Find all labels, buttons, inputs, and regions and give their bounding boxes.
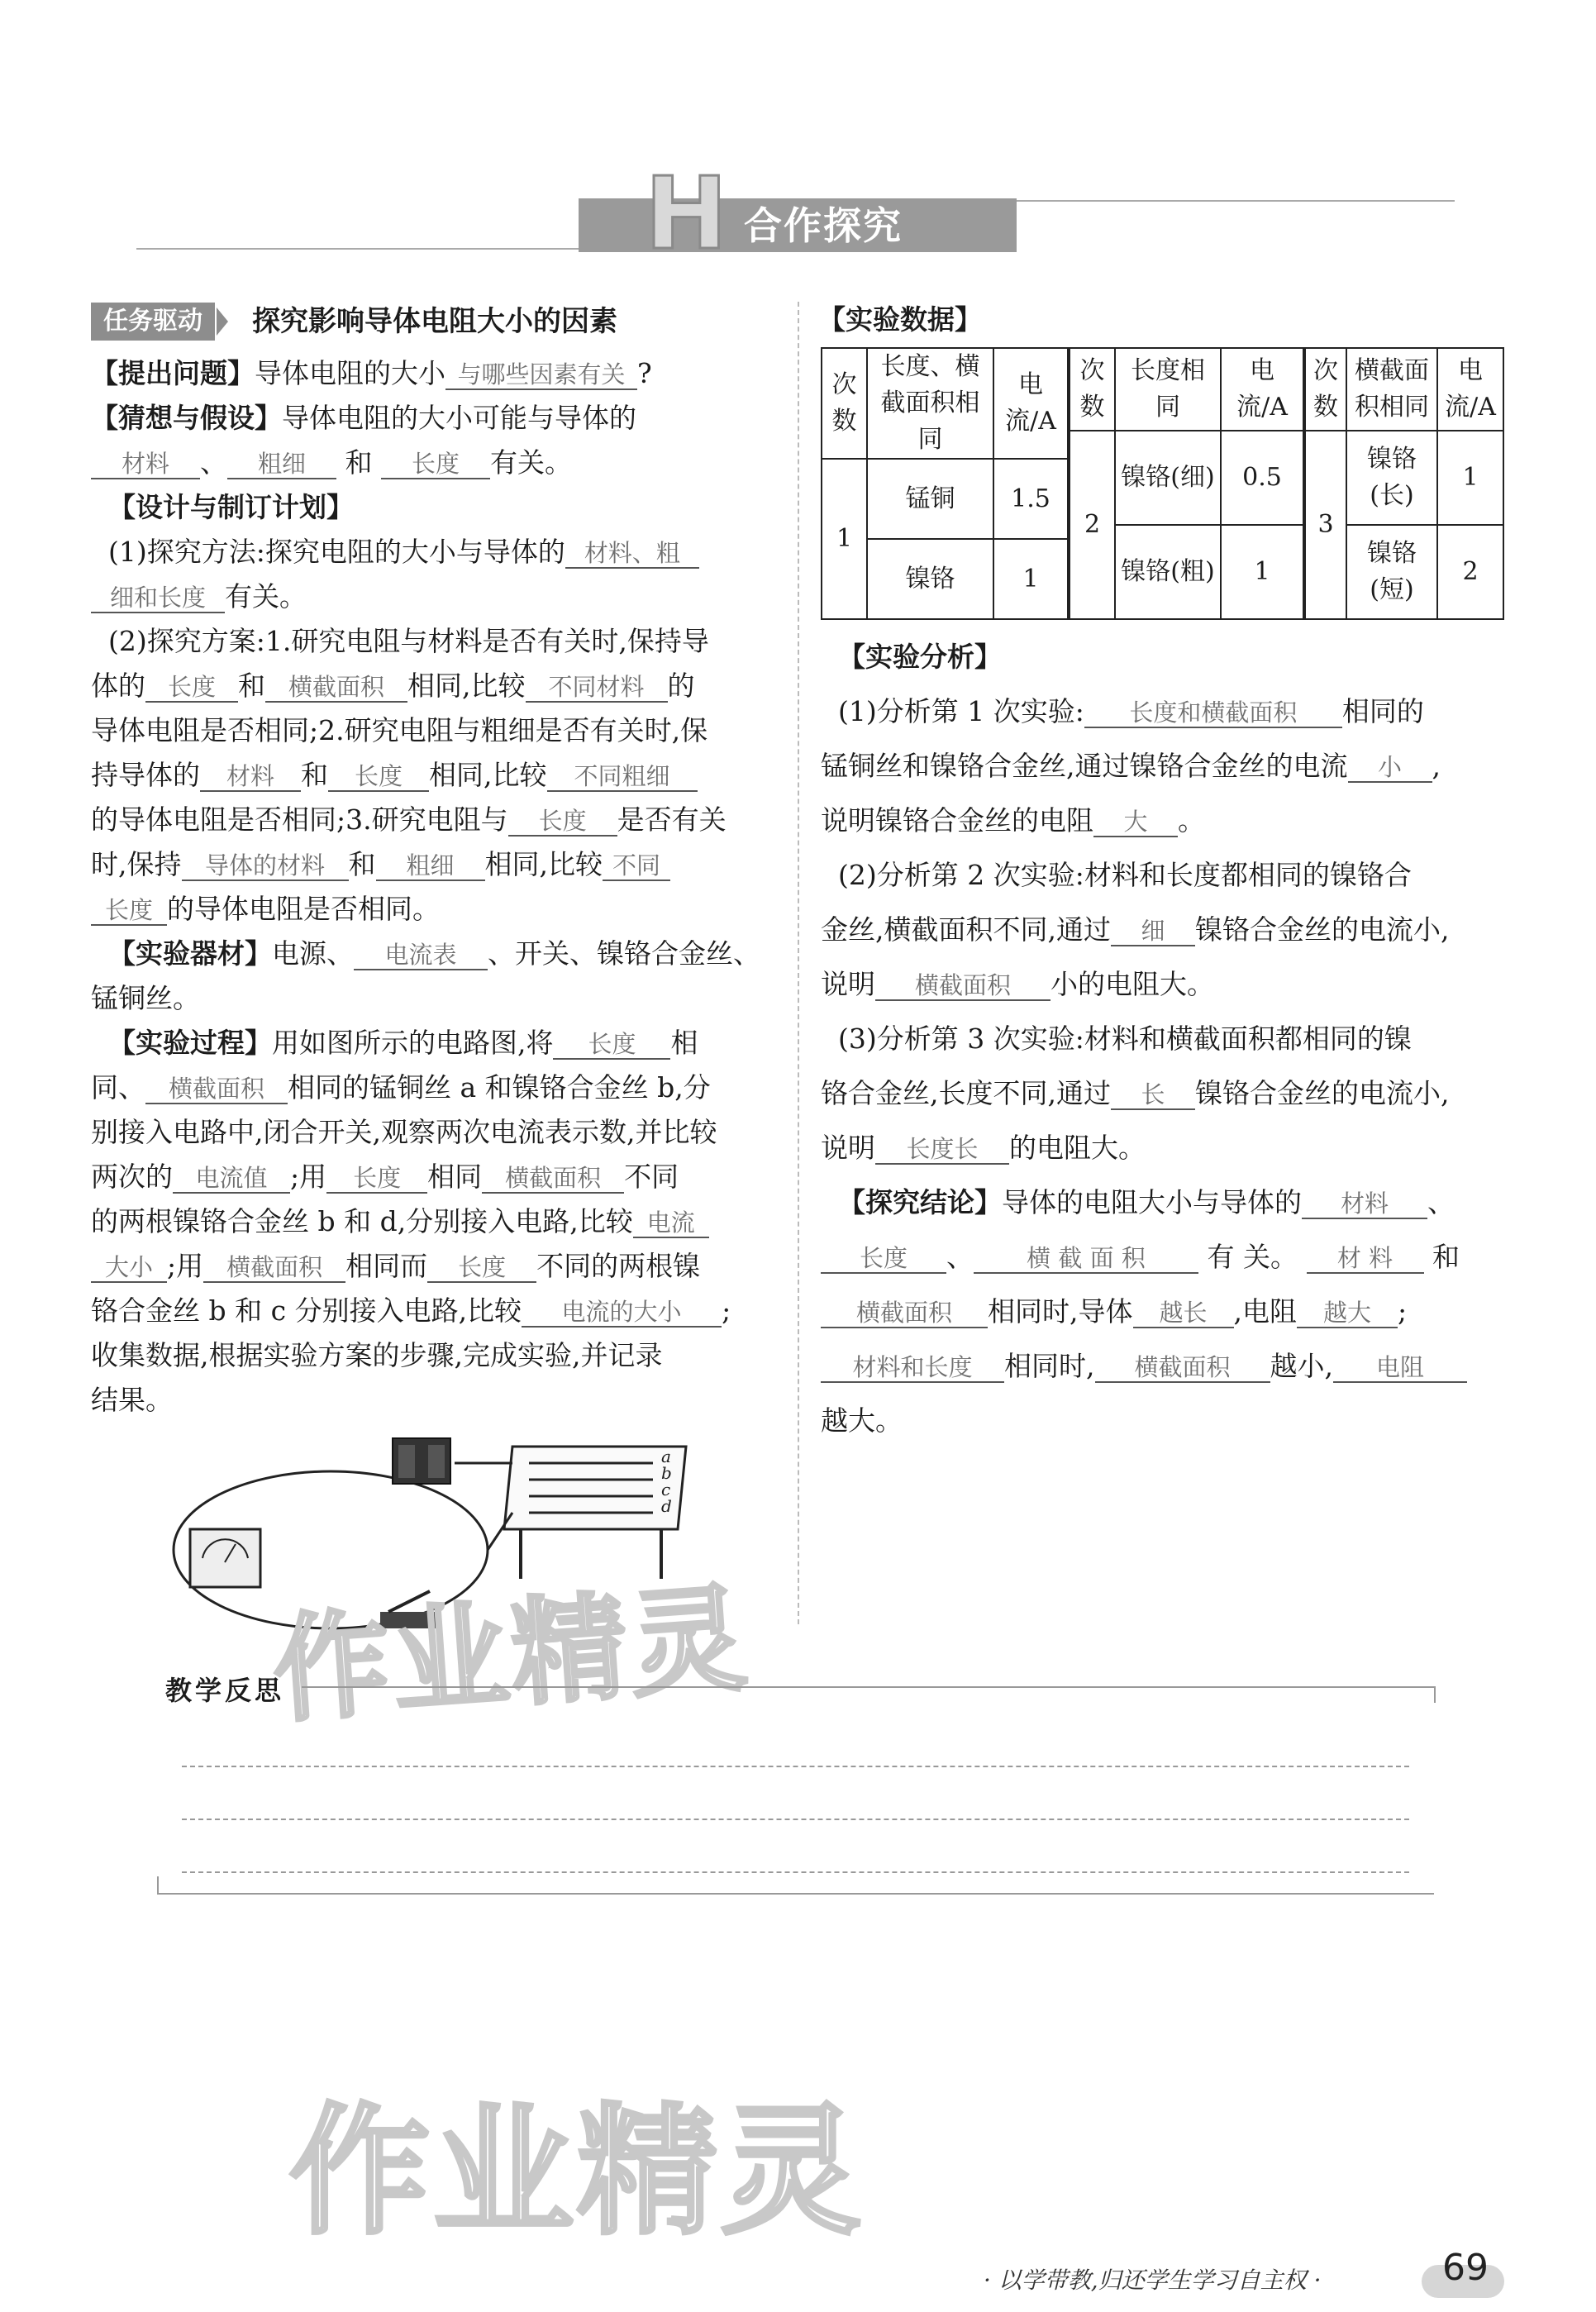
ammeter-icon [190,1529,260,1587]
answer-blank: 长度 [145,675,238,703]
answer-blank: 不同材料 [526,675,668,703]
answer-blank: 长度 [326,1166,427,1194]
header-rule-right [1017,200,1455,202]
data-label: 【实验数据】 [818,303,982,336]
header-letter: H [645,157,728,272]
answer-blank: 大小 [91,1255,167,1283]
header-rule-left [136,248,653,250]
answer-blank: 越大 [1297,1300,1398,1328]
answer-blank: 横截面积 [265,675,407,703]
answer-blank: 横截面积 [821,1300,988,1328]
answer-blank: 不同粗细 [547,764,698,792]
answer-blank: 细和长度 [91,585,225,613]
watermark: 作业精灵 [289,2090,865,2254]
answer-blank: 电流表 [354,942,488,970]
answer-blank: 粗细 [376,853,485,881]
answer-blank: 材料和长度 [821,1355,1004,1383]
board-label-b: b [661,1463,672,1483]
left-column: 【提出问题】导体电阻的大小 与哪些因素有关 ? 【猜想与假设】导体电阻的大小可能与导体的 材料 、 粗细 和 长度 有关。 【设计与制订计划】 (1)探究方法:探究电阻的大小与导体的 材料、粗 细和长度 有关。 (2)探究方案:1.研究电阻与材料是否有关时,保持导 体的 长度 和 横截面积 相同,比较 不同材料 的 导体电阻是否相同;2.研究电阻与粗细是否有关时,保 持导体的 材料 和 长度 相同,比较 不同粗细 的导体电阻是否相同;3.研究电阻与 长度 是否有关 时,保持 导体的材料 和 粗细 相同,比较 不同 长度 的导体电阻是否相同。 【实验器材】电源、 电流表 、开关、镍铬合金丝、 锰铜丝。 【实验过程】用如图所示的电路图,将 长度 相 同、 横截面积 相同的锰铜丝 a 和镍铬合金丝 b,分 别接入电路中,闭合开关,观察两次电流表示数,并比较 两次的 电流值 ;用 长度 相同 横截面积 不同 的两根镍铬合金丝 b 和 d,分别接入电路,比较 电流 大小 ;用 横截面积 相同而 长度 不同的两根镍 铬合金丝 b 和 c 分别接入电路,比较 电流的大小 ; 收集数据,根据实验方案的步骤,完成实验,并记录 结果。 [91,357,760,1416]
answer-blank: 材料 [91,451,200,479]
board-label-d: d [661,1496,672,1516]
answer-blank: 横 截 面 积 [974,1246,1198,1274]
page-number: 69 [1442,2247,1489,2289]
reflection-bottom-rule [157,1893,1434,1895]
answer-blank: 不同 [603,853,670,881]
reflection-left-edge [157,1876,159,1893]
answer-blank: 长度长 [875,1137,1009,1165]
answer-blank: 小 [1348,755,1432,783]
answer-blank: 横截面积 [875,973,1051,1001]
answer-blank: 越长 [1133,1300,1234,1328]
answer-blank: 长度 [553,1032,670,1060]
board-label-a: a [661,1447,671,1466]
answer-blank: 长度和横截面积 [1084,700,1342,728]
answer-blank: 电流值 [173,1166,290,1194]
footer-slogan: · 以学带教,归还学生学习自主权 · [984,2267,1322,2294]
header-title: 合作探究 [744,203,903,248]
answer-blank: 横截面积 [145,1076,288,1104]
answer-blank: 电阻 [1333,1355,1467,1383]
answer-blank: 横截面积 [1095,1355,1270,1383]
section-heading: 探究影响导体电阻大小的因素 [252,305,617,338]
answer-blank: 材料、粗 [565,541,699,569]
answer-blank: 大 [1093,809,1178,837]
answer-blank: 横截面积 [482,1166,624,1194]
board-label-c: c [661,1480,671,1499]
battery-icon [393,1438,450,1484]
reflection-top-rule [302,1686,1434,1688]
answer-blank: 长度 [821,1246,946,1274]
answer-blank: 与哪些因素有关 [445,362,637,390]
data-table-group-2: 次数 长度相同 电流/A 2 镍铬(细) 0.5 镍铬(粗) 1 [1069,347,1304,620]
column-divider [798,302,799,1624]
answer-blank: 粗细 [227,451,336,479]
answer-blank: 长度 [91,898,167,926]
answer-blank: 长度 [508,808,617,837]
answer-blank: 电流 [633,1210,709,1238]
task-badge: 任务驱动 [91,303,215,341]
answer-blank: 材料 [200,764,301,792]
answer-blank: 长度 [381,451,490,479]
right-column: 【实验分析】 (1)分析第 1 次实验: 长度和横截面积 相同的 锰铜丝和镍铬合金丝,通过镍铬合金丝的电流 小 , 说明镍铬合金丝的电阻 大 。 (2)分析第 2 次实验:材料和长度都相同的镍铬合 金丝,横截面积不同,通过 细 镍铬合金丝的电流小, 说明 横截面积 小的电阻大。 (3)分析第 3 次实验:材料和横截面积都相同的镍 铬合金丝,长度不同,通过 长 镍铬合金丝的电流小, 说明 长度长 的电阻大。 【探究结论】导体的电阻大小与导体的 材料 、 长度 、 横 截 面 积 有 关。 材 料 和 横截面积 相同时,导体 越长 ,电阻 越大 ; 材料和长度 相同时, 横截面积 越小, 电阻 越大。 [821,630,1507,1448]
answer-blank: 长度 [427,1255,536,1283]
answer-blank: 长 [1111,1082,1195,1110]
badge-arrow [217,307,228,336]
reflection-line [182,1766,1409,1767]
watermark: 作业精灵 [269,1571,754,1739]
reflection-line [182,1819,1409,1820]
answer-blank: 细 [1111,918,1195,946]
data-table-group-3: 次数 横截面积相同 电流/A 3 镍铬(长) 1 镍铬(短) 2 [1304,347,1504,620]
answer-blank: 电流的大小 [522,1299,722,1328]
answer-blank: 长度 [328,764,429,792]
answer-blank: 横截面积 [203,1255,345,1283]
answer-blank: 材 料 [1307,1246,1424,1274]
reflection-line [182,1871,1409,1873]
reflection-title: 教学反思 [165,1675,285,1706]
data-table-group-1: 次数 长度、横截面积相同 电流/A 1 锰铜 1.5 镍铬 1 [821,347,1069,620]
answer-blank: 导体的材料 [182,853,349,881]
reflection-right-edge [1434,1686,1436,1703]
answer-blank: 材料 [1302,1191,1427,1219]
